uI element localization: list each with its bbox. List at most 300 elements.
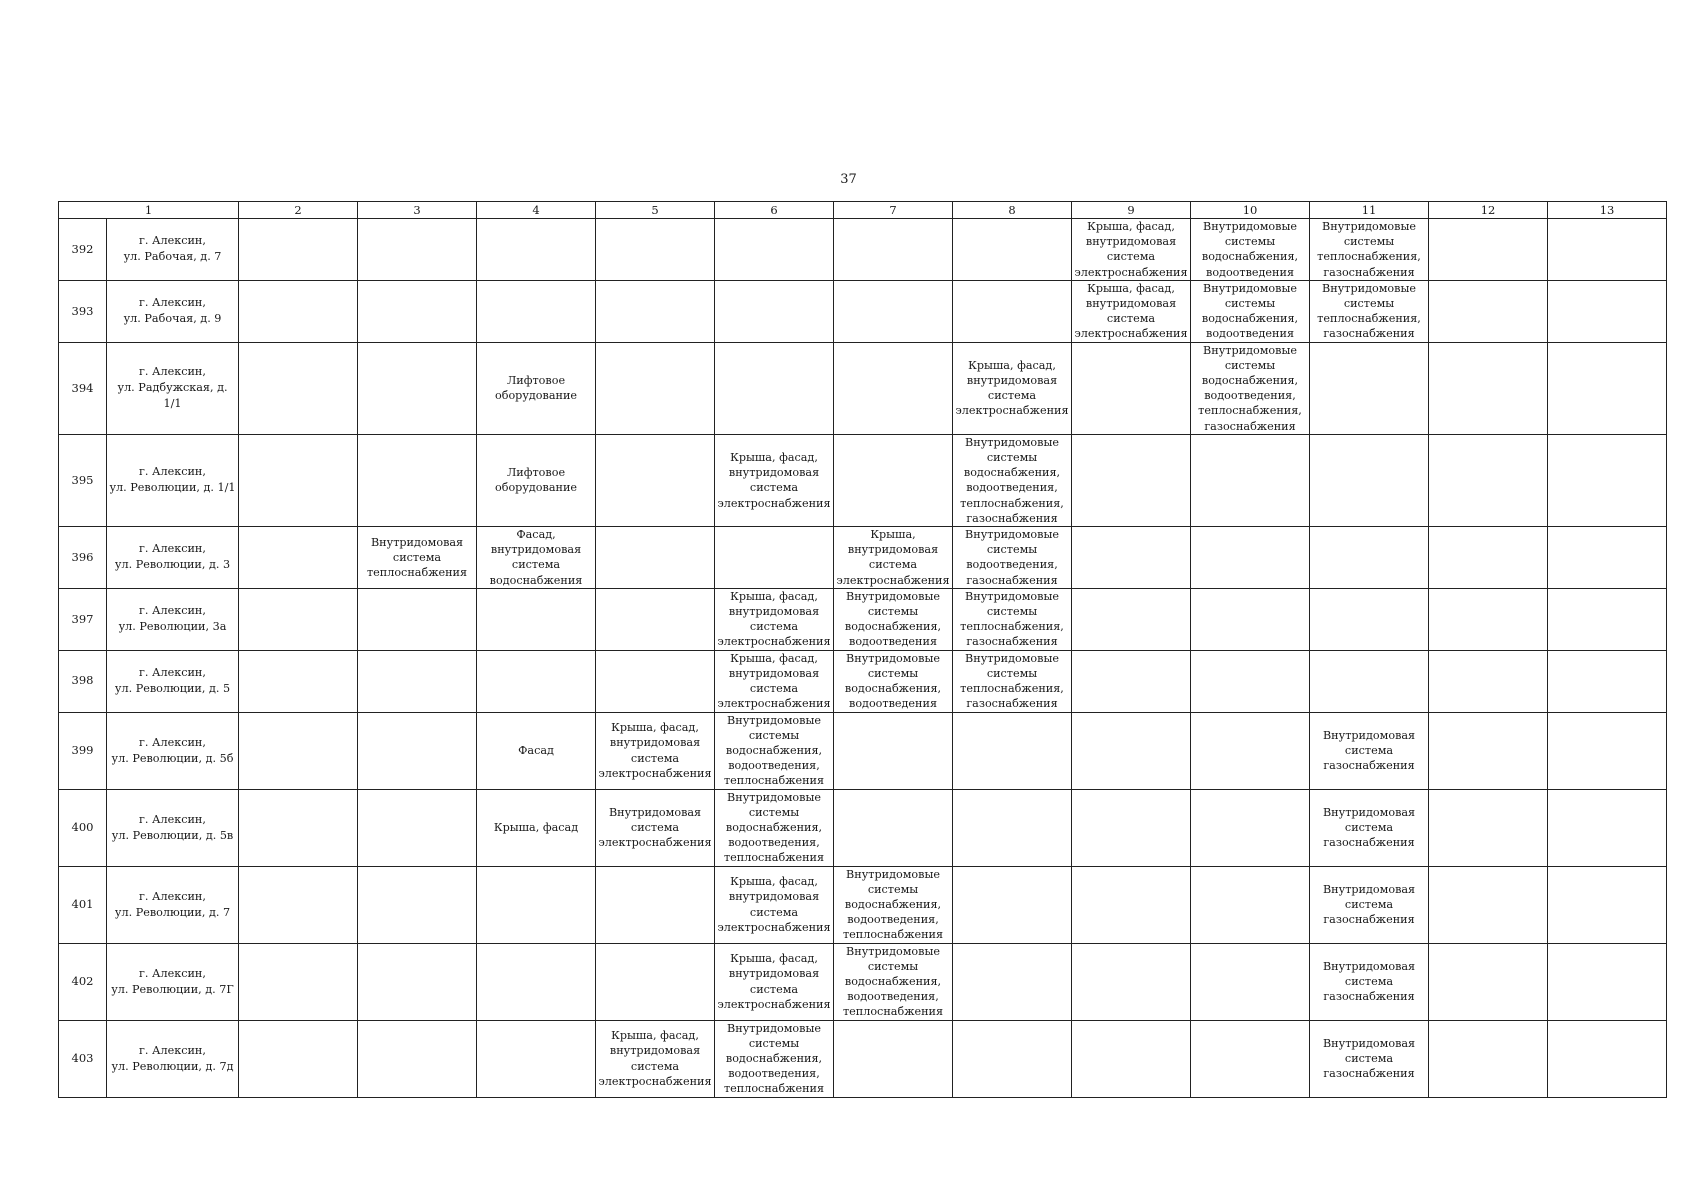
work-item-line: водоотведения [1206,265,1294,279]
table-row [59,434,1667,526]
work-item-line: система [392,550,442,564]
work-cell-col-10 [1191,527,1310,589]
work-item-line: теплоснабжения, [1317,312,1421,326]
work-item-line: системы [1224,358,1276,372]
work-item-line: системы [748,805,800,819]
work-item-line: Крыша, фасад, [730,952,818,966]
work-item-line: Внутридомовые [965,651,1059,665]
work-cell-col-2 [239,866,358,943]
work-cell-col-11 [1310,866,1429,943]
column-header: 2 [239,202,358,219]
work-item-line: Крыша, фасад, [1087,220,1175,233]
work-item-line: газоснабжения [966,697,1058,711]
work-item-line: электроснабжения [717,997,831,1011]
work-cell-col-6 [715,650,834,712]
work-item-line: внутридомовая [728,890,820,904]
work-cell-col-12 [1429,219,1548,281]
work-cell-col-3 [358,342,477,434]
work-item-line: Внутридомовые [1322,220,1416,233]
work-cell-col-8 [953,712,1072,789]
work-item-line: внутридомовая [609,736,701,750]
work-item-line: система [630,820,680,834]
work-cell-col-8 [953,588,1072,650]
work-cell-col-4 [477,219,596,281]
work-item-line: Внутридомовая [1322,728,1416,742]
work-cell-col-10 [1191,866,1310,943]
work-cell-col-3 [358,650,477,712]
work-cell-col-2 [239,342,358,434]
work-cell-col-13 [1548,588,1667,650]
work-cell-col-5 [596,342,715,434]
work-item-line: система [987,389,1037,403]
work-item-line: Внутридомовые [846,944,940,958]
column-header: 3 [358,202,477,219]
work-cell-col-11 [1310,650,1429,712]
work-cell-col-13 [1548,866,1667,943]
work-item-line: системы [1224,297,1276,311]
table-row [59,650,1667,712]
work-item-line: Крыша, фасад [493,820,579,834]
work-item-line: Крыша, фасад, [730,451,818,465]
work-item-line: Крыша, фасад, [611,1029,699,1043]
work-item-line: система [511,558,561,572]
work-item-line: Внутридомовые [965,435,1059,449]
address-line: ул. Революции, д. 5в [111,828,234,842]
work-cell-col-12 [1429,943,1548,1020]
work-item-line: внутридомовая [966,374,1058,388]
work-item-line: Крыша, фасад, [611,721,699,735]
address-cell [107,789,239,866]
column-header: 9 [1072,202,1191,219]
address-line: г. Алексин, [139,966,206,980]
work-item-line: Внутридомовые [727,713,821,727]
work-item-line: газоснабжения [966,635,1058,649]
work-item-line: теплоснабжения, [1198,404,1302,418]
work-item-line: система [1344,1051,1394,1065]
work-cell-col-5 [596,789,715,866]
work-item-line: система [749,682,799,696]
address-line: г. Алексин, [139,735,206,749]
work-cell-col-2 [239,588,358,650]
work-cell-col-5 [596,943,715,1020]
work-item-line: водоотведения, [847,990,939,1004]
work-item-line: водоотведения, [728,1067,820,1081]
work-cell-col-7 [834,866,953,943]
work-cell-col-4 [477,1020,596,1097]
address-line: ул. Рабочая, д. 9 [123,312,222,326]
work-item-line: внутридомовая [1085,297,1177,311]
table-body [59,219,1667,1098]
work-cell-col-13 [1548,219,1667,281]
work-item-line: водоотведения [849,635,937,649]
address-line: ул. Революции, д. 5б [111,751,234,765]
work-item-line: водоснабжения, [725,743,823,757]
work-cell-col-13 [1548,943,1667,1020]
work-item-line: водоснабжения, [1201,250,1299,264]
work-item-line: теплоснабжения [723,851,825,865]
work-item-line: внутридомовая [490,543,582,557]
column-header: 13 [1548,202,1667,219]
work-cell-col-8 [953,789,1072,866]
work-item-line: системы [867,666,919,680]
work-item-line: теплоснабжения, [960,496,1064,510]
work-item-line: Фасад [518,743,554,757]
work-item-line: Фасад, [516,528,556,542]
work-item-line: водоснабжения, [1201,374,1299,388]
work-item-line: Крыша, фасад, [730,589,818,603]
work-item-line: внутридомовая [1085,235,1177,249]
work-item-line: водоснабжения, [844,620,942,634]
table-row [59,1020,1667,1097]
work-cell-col-4 [477,789,596,866]
work-cell-col-9 [1072,943,1191,1020]
work-cell-col-8 [953,434,1072,526]
work-cell-col-10 [1191,219,1310,281]
work-cell-col-5 [596,527,715,589]
work-item-line: системы [986,543,1038,557]
work-cell-col-2 [239,527,358,589]
work-cell-col-12 [1429,650,1548,712]
address-cell [107,866,239,943]
row-number: 402 [59,943,107,1020]
work-cell-col-10 [1191,588,1310,650]
address-line: г. Алексин, [139,234,206,248]
work-cell-col-11 [1310,588,1429,650]
work-item-line: Внутридомовые [965,528,1059,542]
work-cell-col-5 [596,712,715,789]
work-cell-col-2 [239,434,358,526]
table-row [59,280,1667,342]
work-cell-col-7 [834,712,953,789]
work-item-line: Крыша, фасад, [968,358,1056,372]
work-item-line: системы [1224,235,1276,249]
work-cell-col-4 [477,588,596,650]
table-row [59,527,1667,589]
work-cell-col-12 [1429,1020,1548,1097]
work-cell-col-4 [477,650,596,712]
work-cell-col-12 [1429,434,1548,526]
page-number: 37 [840,172,857,187]
address-line: г. Алексин, [139,604,206,618]
work-item-line: система [1344,897,1394,911]
work-cell-col-10 [1191,434,1310,526]
work-cell-col-2 [239,219,358,281]
work-cell-col-4 [477,280,596,342]
work-item-line: теплоснабжения [842,1005,944,1019]
work-item-line: водоотведения, [847,913,939,927]
work-item-line: Крыша, фасад, [730,875,818,889]
work-item-line: газоснабжения [1323,913,1415,927]
work-cell-col-6 [715,1020,834,1097]
work-item-line: Внутридомовые [727,1021,821,1035]
work-cell-col-7 [834,1020,953,1097]
work-item-line: водоотведения [1206,327,1294,341]
work-cell-col-3 [358,280,477,342]
work-cell-col-7 [834,650,953,712]
work-item-line: теплоснабжения [842,928,944,942]
work-item-line: оборудование [494,389,578,403]
work-item-line: система [868,558,918,572]
work-cell-col-3 [358,866,477,943]
address-line: г. Алексин, [139,465,206,479]
work-item-line: внутридомовая [728,967,820,981]
work-item-line: водоснабжения, [725,820,823,834]
work-item-line: внутридомовая [609,1044,701,1058]
work-cell-col-9 [1072,527,1191,589]
work-cell-col-10 [1191,650,1310,712]
work-cell-col-11 [1310,434,1429,526]
address-line: ул. Революции, д. 5 [114,682,231,696]
work-item-line: Внутридомовая [1322,959,1416,973]
work-cell-col-5 [596,280,715,342]
row-number: 403 [59,1020,107,1097]
work-item-line: системы [1343,297,1395,311]
work-item-line: система [1106,250,1156,264]
work-item-line: газоснабжения [1323,759,1415,773]
column-header: 1 [59,202,239,219]
work-cell-col-5 [596,650,715,712]
work-cell-col-3 [358,789,477,866]
work-item-line: Внутридомовые [1203,281,1297,295]
work-cell-col-2 [239,943,358,1020]
work-cell-col-4 [477,434,596,526]
work-cell-col-11 [1310,219,1429,281]
work-cell-col-7 [834,219,953,281]
work-item-line: газоснабжения [1323,990,1415,1004]
work-item-line: система [1344,820,1394,834]
work-cell-col-7 [834,280,953,342]
work-cell-col-3 [358,219,477,281]
work-cell-col-4 [477,712,596,789]
work-item-line: водоснабжения, [844,682,942,696]
work-cell-col-11 [1310,280,1429,342]
work-cell-col-4 [477,342,596,434]
work-cell-col-8 [953,219,1072,281]
work-cell-col-5 [596,1020,715,1097]
work-item-line: Крыша, фасад, [730,651,818,665]
work-cell-col-6 [715,943,834,1020]
work-cell-col-6 [715,434,834,526]
address-line: г. Алексин, [139,812,206,826]
address-line: г. Алексин, [139,365,206,379]
work-cell-col-5 [596,219,715,281]
address-line: ул. Радбужская, д. 1/1 [117,381,228,411]
row-number: 395 [59,434,107,526]
work-cell-col-8 [953,527,1072,589]
address-cell [107,342,239,434]
work-cell-col-13 [1548,342,1667,434]
work-cell-col-10 [1191,342,1310,434]
work-cell-col-10 [1191,943,1310,1020]
work-item-line: электроснабжения [1074,327,1188,341]
work-item-line: водоснабжения [489,573,583,587]
row-number: 392 [59,219,107,281]
work-item-line: газоснабжения [1323,1067,1415,1081]
work-item-line: Лифтовое [506,374,566,388]
work-cell-col-11 [1310,1020,1429,1097]
work-cell-col-11 [1310,943,1429,1020]
work-cell-col-13 [1548,434,1667,526]
work-cell-col-7 [834,434,953,526]
work-cell-col-2 [239,1020,358,1097]
work-cell-col-3 [358,1020,477,1097]
work-cell-col-6 [715,280,834,342]
work-item-line: электроснабжения [717,697,831,711]
work-item-line: Крыша, [870,528,916,542]
work-item-line: системы [867,882,919,896]
work-cell-col-12 [1429,280,1548,342]
work-cell-col-8 [953,866,1072,943]
work-item-line: системы [867,959,919,973]
address-line: ул. Революции, д. 7 [114,905,231,919]
work-item-line: Крыша, фасад, [1087,281,1175,295]
work-cell-col-4 [477,866,596,943]
column-header: 12 [1429,202,1548,219]
work-cell-col-2 [239,712,358,789]
work-cell-col-12 [1429,527,1548,589]
work-item-line: газоснабжения [966,573,1058,587]
work-item-line: водоотведения, [728,759,820,773]
work-cell-col-6 [715,588,834,650]
row-number: 401 [59,866,107,943]
work-cell-col-12 [1429,866,1548,943]
column-number-row [59,202,1667,219]
table-row [59,789,1667,866]
work-cell-col-5 [596,434,715,526]
work-item-line: Лифтовое [506,466,566,480]
work-cell-col-9 [1072,280,1191,342]
work-item-line: электроснабжения [1074,265,1188,279]
work-cell-col-11 [1310,527,1429,589]
address-cell [107,434,239,526]
work-item-line: водоотведения [849,697,937,711]
work-item-line: Внутридомовые [727,790,821,804]
work-cell-col-7 [834,527,953,589]
work-item-line: системы [867,605,919,619]
work-item-line: газоснабжения [1323,265,1415,279]
address-line: г. Алексин, [139,889,206,903]
work-item-line: системы [748,1036,800,1050]
work-item-line: водоотведения, [966,558,1058,572]
work-cell-col-9 [1072,219,1191,281]
work-cell-col-8 [953,943,1072,1020]
work-cell-col-12 [1429,342,1548,434]
work-cell-col-6 [715,866,834,943]
work-cell-col-9 [1072,650,1191,712]
work-item-line: теплоснабжения [366,566,468,580]
work-cell-col-13 [1548,1020,1667,1097]
work-item-line: газоснабжения [966,511,1058,525]
work-item-line: системы [748,728,800,742]
table-row [59,588,1667,650]
work-cell-col-9 [1072,434,1191,526]
work-item-line: теплоснабжения, [960,620,1064,634]
work-cell-col-9 [1072,866,1191,943]
work-item-line: Внутридомовые [846,867,940,881]
work-cell-col-13 [1548,527,1667,589]
work-cell-col-4 [477,527,596,589]
work-cell-col-11 [1310,712,1429,789]
work-item-line: Внутридомовые [846,651,940,665]
work-item-line: оборудование [494,481,578,495]
work-item-line: водоснабжения, [1201,312,1299,326]
work-cell-col-8 [953,280,1072,342]
work-cell-col-13 [1548,789,1667,866]
work-cell-col-6 [715,219,834,281]
work-item-line: система [1344,974,1394,988]
work-cell-col-3 [358,712,477,789]
address-cell [107,1020,239,1097]
work-item-line: электроснабжения [598,1074,712,1088]
work-cell-col-10 [1191,712,1310,789]
work-item-line: теплоснабжения, [960,682,1064,696]
work-item-line: Внутридомовая [370,535,464,549]
work-item-line: водоотведения, [728,836,820,850]
work-item-line: Внутридомовая [1322,882,1416,896]
work-cell-col-12 [1429,789,1548,866]
work-item-line: система [749,620,799,634]
work-cell-col-5 [596,588,715,650]
work-cell-col-5 [596,866,715,943]
work-cell-col-8 [953,342,1072,434]
work-item-line: Внутридомовые [846,589,940,603]
work-cell-col-7 [834,342,953,434]
work-cell-col-7 [834,943,953,1020]
work-item-line: газоснабжения [1323,327,1415,341]
address-cell [107,943,239,1020]
address-line: г. Алексин, [139,666,206,680]
work-cell-col-6 [715,527,834,589]
work-cell-col-10 [1191,789,1310,866]
work-item-line: электроснабжения [955,404,1069,418]
work-cell-col-13 [1548,650,1667,712]
table-row [59,342,1667,434]
table-row [59,712,1667,789]
table-row [59,943,1667,1020]
repair-schedule-table [58,201,1667,1098]
work-item-line: внутридомовая [728,466,820,480]
work-cell-col-8 [953,1020,1072,1097]
row-number: 398 [59,650,107,712]
work-item-line: внутридомовая [728,605,820,619]
work-cell-col-2 [239,789,358,866]
work-cell-col-2 [239,650,358,712]
work-item-line: Внутридомовая [1322,1036,1416,1050]
work-cell-col-6 [715,342,834,434]
work-item-line: теплоснабжения [723,774,825,788]
work-cell-col-11 [1310,789,1429,866]
work-item-line: Внутридомовые [1203,343,1297,357]
work-item-line: системы [986,666,1038,680]
work-cell-col-9 [1072,342,1191,434]
column-header: 5 [596,202,715,219]
address-cell [107,588,239,650]
address-cell [107,219,239,281]
work-item-line: газоснабжения [1323,836,1415,850]
address-cell [107,712,239,789]
address-line: г. Алексин, [139,1043,206,1057]
work-cell-col-6 [715,789,834,866]
work-cell-col-4 [477,943,596,1020]
row-number: 399 [59,712,107,789]
address-line: г. Алексин, [139,542,206,556]
work-item-line: система [630,1059,680,1073]
work-cell-col-7 [834,588,953,650]
row-number: 393 [59,280,107,342]
row-number: 394 [59,342,107,434]
work-item-line: водоотведения, [1204,389,1296,403]
work-item-line: системы [986,605,1038,619]
